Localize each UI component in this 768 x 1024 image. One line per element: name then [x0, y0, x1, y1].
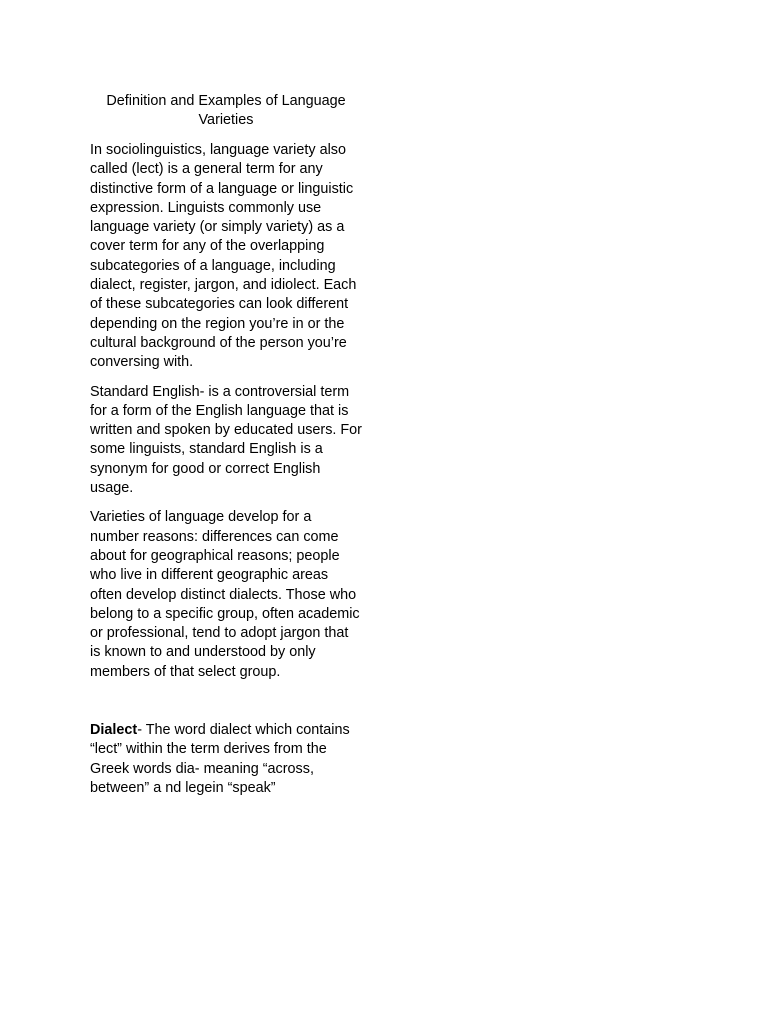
document-page	[90, 92, 362, 808]
blank-line	[90, 692, 362, 721]
document-title: Definition and Examples of Language Varieties	[106, 93, 346, 128]
dialect-definition: - The word dialect which contains “lect” within the term derives from the Greek words dia- meaning “across, between” a nd legein “speak”	[90, 722, 350, 796]
dialect-term: Dialect	[90, 722, 138, 739]
paragraph-language-variety: In sociolinguistics, language variety also called (lect) is a general term for any distinctive form of a language or linguistic expression. Linguists commonly use language variety (or simply variety) as a cover term for any of the overlapping subcategories of a language, including dialect, register, jargon, and idiolect. Each of these subcategories can look different depending on the region you’re in or the cultural background of the person you’re conversing with.	[90, 142, 357, 371]
paragraph-dialect	[90, 721, 362, 798]
paragraph-standard-english: Standard English- is a controversial term for a form of the English language that is written and spoken by educated users. For some linguists, standard English is a synonym for good or correct English usage.	[90, 383, 362, 497]
paragraph-varieties-develop: Varieties of language develop for a number reasons: differences can come about for geographical reasons; people who live in different geographic areas often develop distinct dialects. Those who belong to a specific group, often academic or professional, tend to adopt jargon that is known to and understood by only members of that select group.	[90, 509, 360, 680]
